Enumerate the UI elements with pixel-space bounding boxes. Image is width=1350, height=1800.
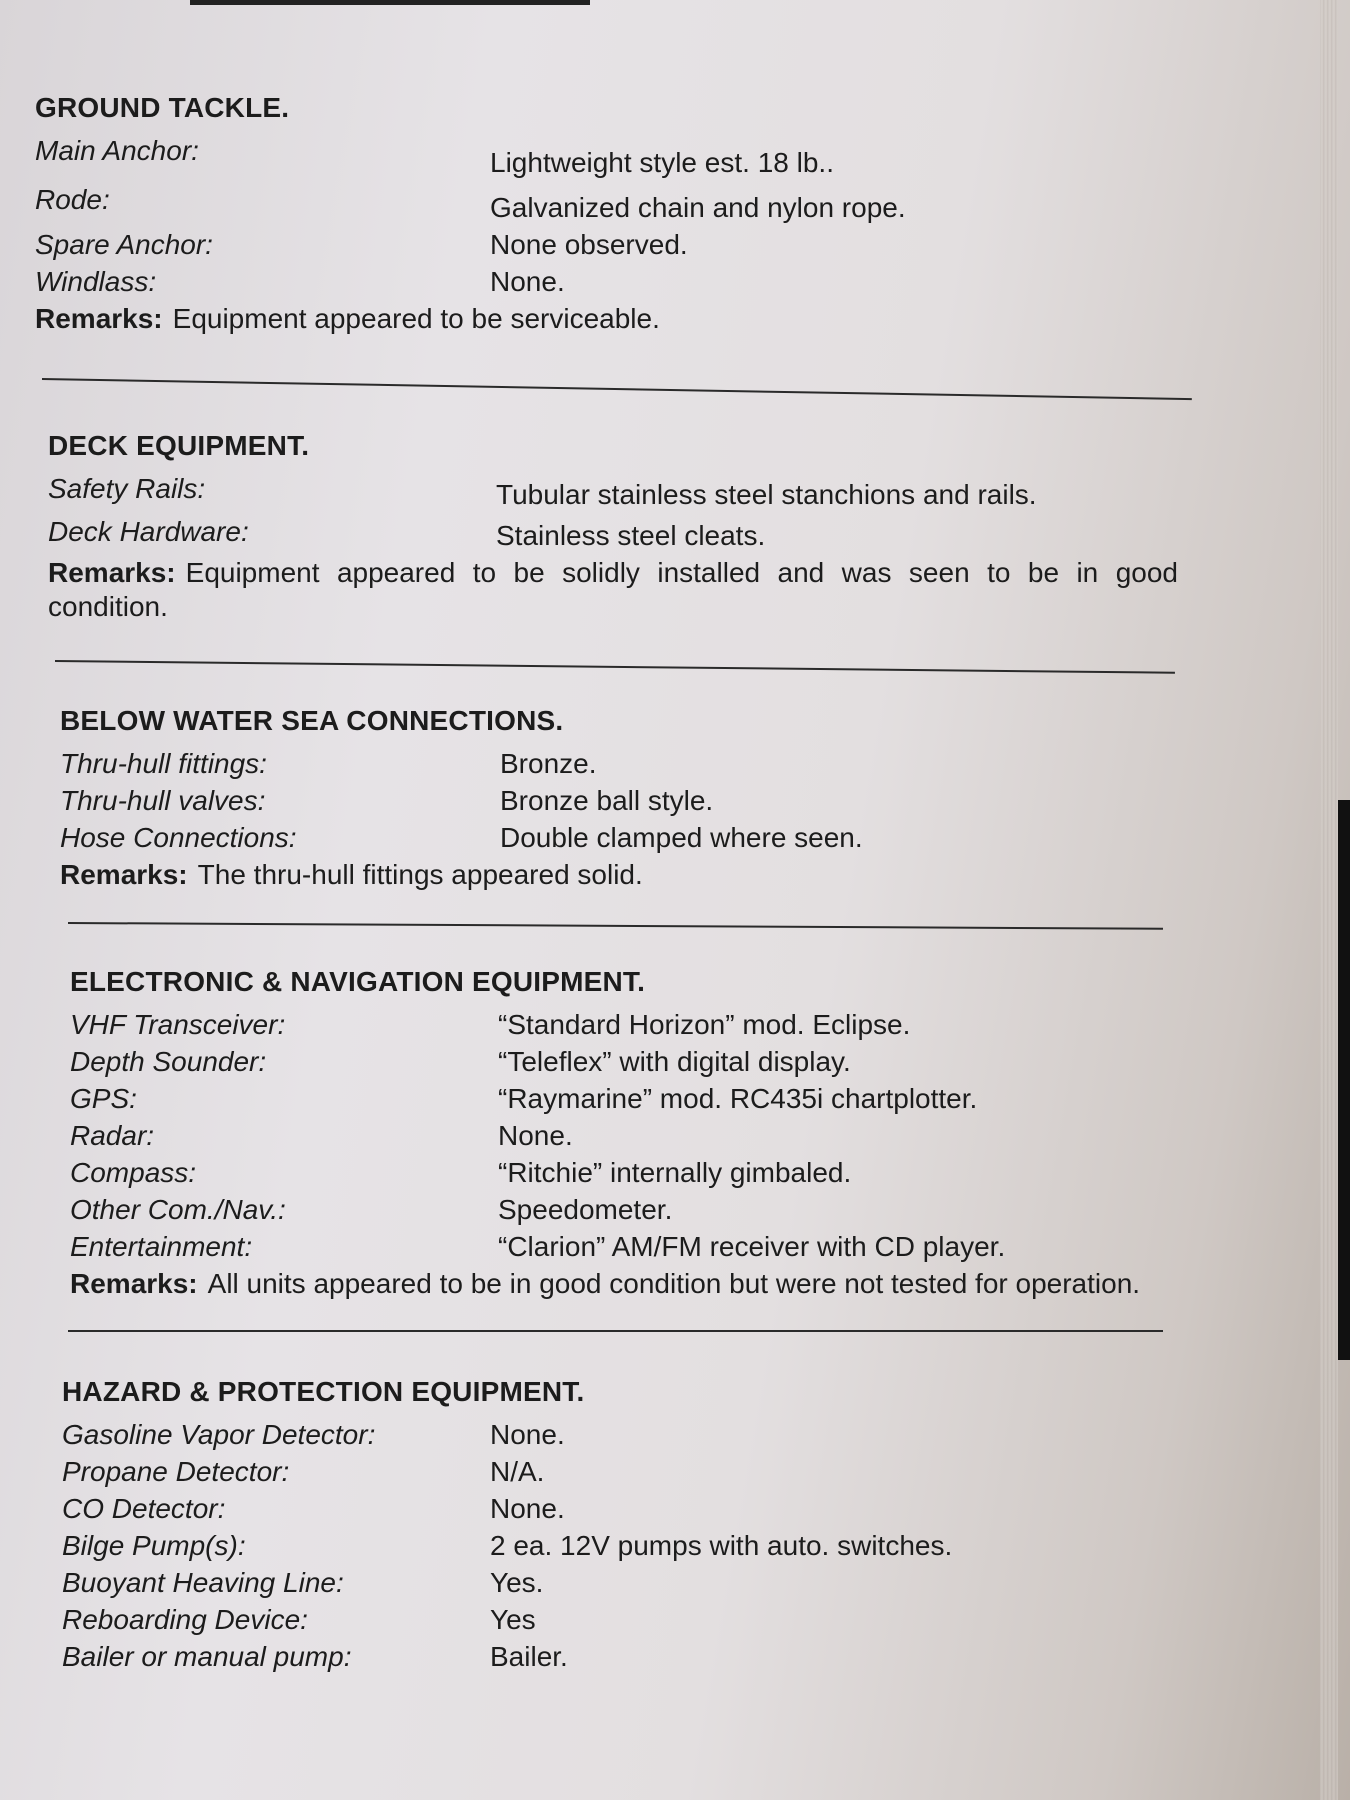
remarks — [70, 1267, 1320, 1301]
field-label: Deck Hardware: — [48, 516, 249, 547]
field-value: Bailer. — [490, 1641, 568, 1672]
remarks-label: Remarks: — [48, 557, 176, 588]
field-row — [35, 181, 1285, 226]
field-value: “Teleflex” with digital display. — [498, 1046, 851, 1077]
section-divider — [42, 378, 1192, 400]
field-value: “Ritchie” internally gimbaled. — [498, 1157, 852, 1188]
remarks-text: All units appeared to be in good condition but were not tested for operation. — [207, 1268, 1141, 1299]
section-electronic-navigation — [70, 966, 1320, 1301]
field-label: Bailer or manual pump: — [62, 1641, 352, 1672]
remarks-label: Remarks: — [35, 303, 163, 334]
remarks-text: The thru-hull fittings appeared solid. — [197, 859, 643, 890]
field-label: Hose Connections: — [60, 822, 297, 853]
background-edge — [1338, 800, 1350, 1360]
field-value: Tubular stainless steel stanchions and rails. — [496, 479, 1037, 510]
section-divider — [68, 922, 1163, 930]
field-row — [62, 1490, 1312, 1527]
remarks-label: Remarks: — [70, 1268, 198, 1299]
field-row — [62, 1453, 1312, 1490]
field-value: N/A. — [490, 1456, 545, 1487]
field-value: None. — [498, 1120, 573, 1151]
field-label: Buoyant Heaving Line: — [62, 1567, 344, 1598]
field-value: None. — [490, 1419, 565, 1450]
section-heading: ELECTRONIC & NAVIGATION EQUIPMENT. — [70, 966, 646, 997]
field-value: None observed. — [490, 229, 688, 260]
remarks — [60, 858, 1310, 892]
section-below-water — [60, 705, 1310, 892]
field-row — [35, 263, 1285, 300]
field-label: VHF Transceiver: — [70, 1009, 286, 1040]
field-row — [35, 132, 1285, 181]
field-value: None. — [490, 266, 565, 297]
field-row — [70, 1006, 1320, 1043]
field-label: Radar: — [70, 1120, 155, 1151]
field-value: Stainless steel cleats. — [496, 520, 766, 551]
field-row — [62, 1564, 1312, 1601]
section-heading: BELOW WATER SEA CONNECTIONS. — [60, 705, 564, 736]
field-label: Thru-hull fittings: — [60, 748, 267, 779]
field-label: Thru-hull valves: — [60, 785, 266, 816]
field-row — [48, 470, 1298, 513]
section-heading: DECK EQUIPMENT. — [48, 430, 310, 461]
field-value: Yes — [490, 1604, 536, 1635]
field-label: Depth Sounder: — [70, 1046, 267, 1077]
field-row — [60, 819, 1310, 856]
field-label: Spare Anchor: — [35, 229, 213, 260]
field-row — [70, 1154, 1320, 1191]
field-label: Bilge Pump(s): — [62, 1530, 246, 1561]
field-row — [60, 782, 1310, 819]
field-value: Speedometer. — [498, 1194, 673, 1225]
field-row — [62, 1416, 1312, 1453]
field-row — [62, 1527, 1312, 1564]
section-deck-equipment — [48, 430, 1298, 624]
field-value: Bronze. — [500, 748, 597, 779]
remarks — [48, 556, 1178, 624]
field-label: Compass: — [70, 1157, 197, 1188]
field-label: CO Detector: — [62, 1493, 226, 1524]
section-heading: GROUND TACKLE. — [35, 92, 290, 123]
remarks — [35, 302, 1285, 336]
field-value: Double clamped where seen. — [500, 822, 863, 853]
field-value: “Standard Horizon” mod. Eclipse. — [498, 1009, 911, 1040]
field-label: Gasoline Vapor Detector: — [62, 1419, 376, 1450]
field-row — [62, 1638, 1312, 1675]
field-value: “Clarion” AM/FM receiver with CD player. — [498, 1231, 1006, 1262]
field-label: Other Com./Nav.: — [70, 1194, 286, 1225]
field-value: None. — [490, 1493, 565, 1524]
top-rule — [190, 0, 590, 5]
field-label: Windlass: — [35, 266, 157, 297]
field-value: “Raymarine” mod. RC435i chartplotter. — [498, 1083, 978, 1114]
field-value: Galvanized chain and nylon rope. — [490, 192, 906, 223]
field-label: Reboarding Device: — [62, 1604, 308, 1635]
field-label: Entertainment: — [70, 1231, 253, 1262]
field-row — [70, 1228, 1320, 1265]
field-value: Lightweight style est. 18 lb.. — [490, 147, 834, 178]
field-row — [48, 513, 1298, 554]
field-row — [70, 1117, 1320, 1154]
field-row — [70, 1080, 1320, 1117]
field-label: Main Anchor: — [35, 135, 199, 166]
field-row — [35, 226, 1285, 263]
remarks-text: Equipment appeared to be serviceable. — [172, 303, 660, 334]
field-row — [70, 1043, 1320, 1080]
field-label: Rode: — [35, 184, 110, 215]
remarks-label: Remarks: — [60, 859, 188, 890]
field-row — [62, 1601, 1312, 1638]
section-heading: HAZARD & PROTECTION EQUIPMENT. — [62, 1376, 585, 1407]
field-label: Propane Detector: — [62, 1456, 290, 1487]
field-value: Bronze ball style. — [500, 785, 714, 816]
section-divider — [68, 1330, 1163, 1332]
remarks-text: Equipment appeared to be solidly installed and was seen to be in good condition. — [48, 557, 1178, 622]
page-edge-stack — [1320, 0, 1338, 1800]
field-value: Yes. — [490, 1567, 544, 1598]
section-hazard-protection — [62, 1376, 1312, 1675]
field-value: 2 ea. 12V pumps with auto. switches. — [490, 1530, 953, 1561]
field-row — [70, 1191, 1320, 1228]
field-row — [60, 745, 1310, 782]
field-label: GPS: — [70, 1083, 137, 1114]
section-ground-tackle — [35, 92, 1285, 336]
section-divider — [55, 660, 1175, 674]
field-label: Safety Rails: — [48, 473, 206, 504]
